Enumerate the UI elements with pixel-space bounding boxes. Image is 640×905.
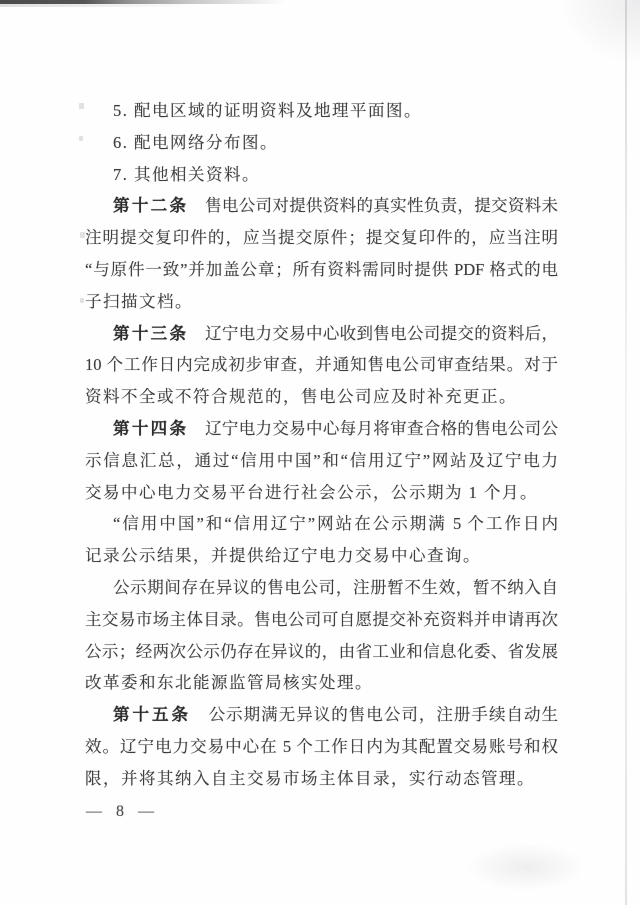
text-line: 5. 配电区域的证明资料及地理平面图。 (113, 101, 422, 120)
text-line: 6. 配电网络分布图。 (113, 132, 278, 152)
text-line: 改革委和东北能源监管局核实处理。 (85, 673, 373, 693)
scan-noise-speck (79, 103, 84, 109)
text-line: 第十三条 辽宁电力交易中心收到售电公司提交的资料后， (113, 323, 559, 343)
text-line: 子扫描文档。 (85, 291, 193, 311)
text-line: 记录公示结果，并提供给辽宁电力交易中心查询。 (85, 546, 481, 566)
scan-edge-line (625, 0, 627, 905)
text-line: 效。辽宁电力交易中心在 5 个工作日内为其配置交易账号和权 (85, 736, 558, 756)
text-line: 第十四条 辽宁电力交易中心每月将审查合格的售电公司公 (113, 418, 559, 438)
text-line: 公示；经两次公示仍存在异议的，由省工业和信息化委、省发展 (85, 641, 558, 661)
text-line: 示信息汇总，通过“信用中国”和“信用辽宁”网站及辽宁电力 (85, 450, 558, 470)
text-line: 交易中心电力交易平台进行社会公示，公示期为 1 个月。 (85, 482, 538, 502)
document-body (85, 95, 558, 795)
scan-noise-speck (79, 136, 83, 141)
scan-corner-shade (560, 0, 640, 64)
article-number: 第十五条 (113, 706, 192, 725)
text-line: “与原件一致”并加盖公章；所有资料需同时提供 PDF 格式的电 (85, 259, 558, 279)
text-line: “信用中国”和“信用辽宁”网站在公示期满 5 个工作日内 (113, 514, 558, 534)
text-line: 限，并将其纳入自主交易市场主体目录，实行动态管理。 (85, 768, 535, 788)
text-line: 7. 其他相关资料。 (113, 164, 260, 184)
article-number: 第十四条 (113, 419, 189, 438)
page-number: — 8 — (86, 803, 159, 820)
scan-noise-speck (80, 232, 85, 238)
text-line: 第十五条 公示期满无异议的售电公司，注册手续自动生 (113, 705, 559, 725)
text-line: 主交易市场主体目录。售电公司可自愿提交补充资料并申请再次 (85, 609, 558, 629)
watermark-smudge (466, 843, 586, 891)
scan-noise-speck (80, 298, 84, 303)
text-line: 公示期间存在异议的售电公司，注册暂不生效，暂不纳入自 (113, 577, 558, 597)
text-line: 资料不全或不符合规范的，售电公司应及时补充更正。 (85, 387, 517, 407)
text-line: 第十二条 售电公司对提供资料的真实性负责，提交资料未 (113, 196, 559, 216)
text-line: 10 个工作日内完成初步审查，并通知售电公司审查结果。对于 (85, 355, 558, 375)
text-line: 注明提交复印件的，应当提交原件；提交复印件的，应当注明 (85, 228, 558, 248)
article-number: 第十三条 (113, 324, 189, 343)
scan-edge-artifact-2 (0, 4, 220, 7)
article-number: 第十二条 (113, 197, 189, 216)
